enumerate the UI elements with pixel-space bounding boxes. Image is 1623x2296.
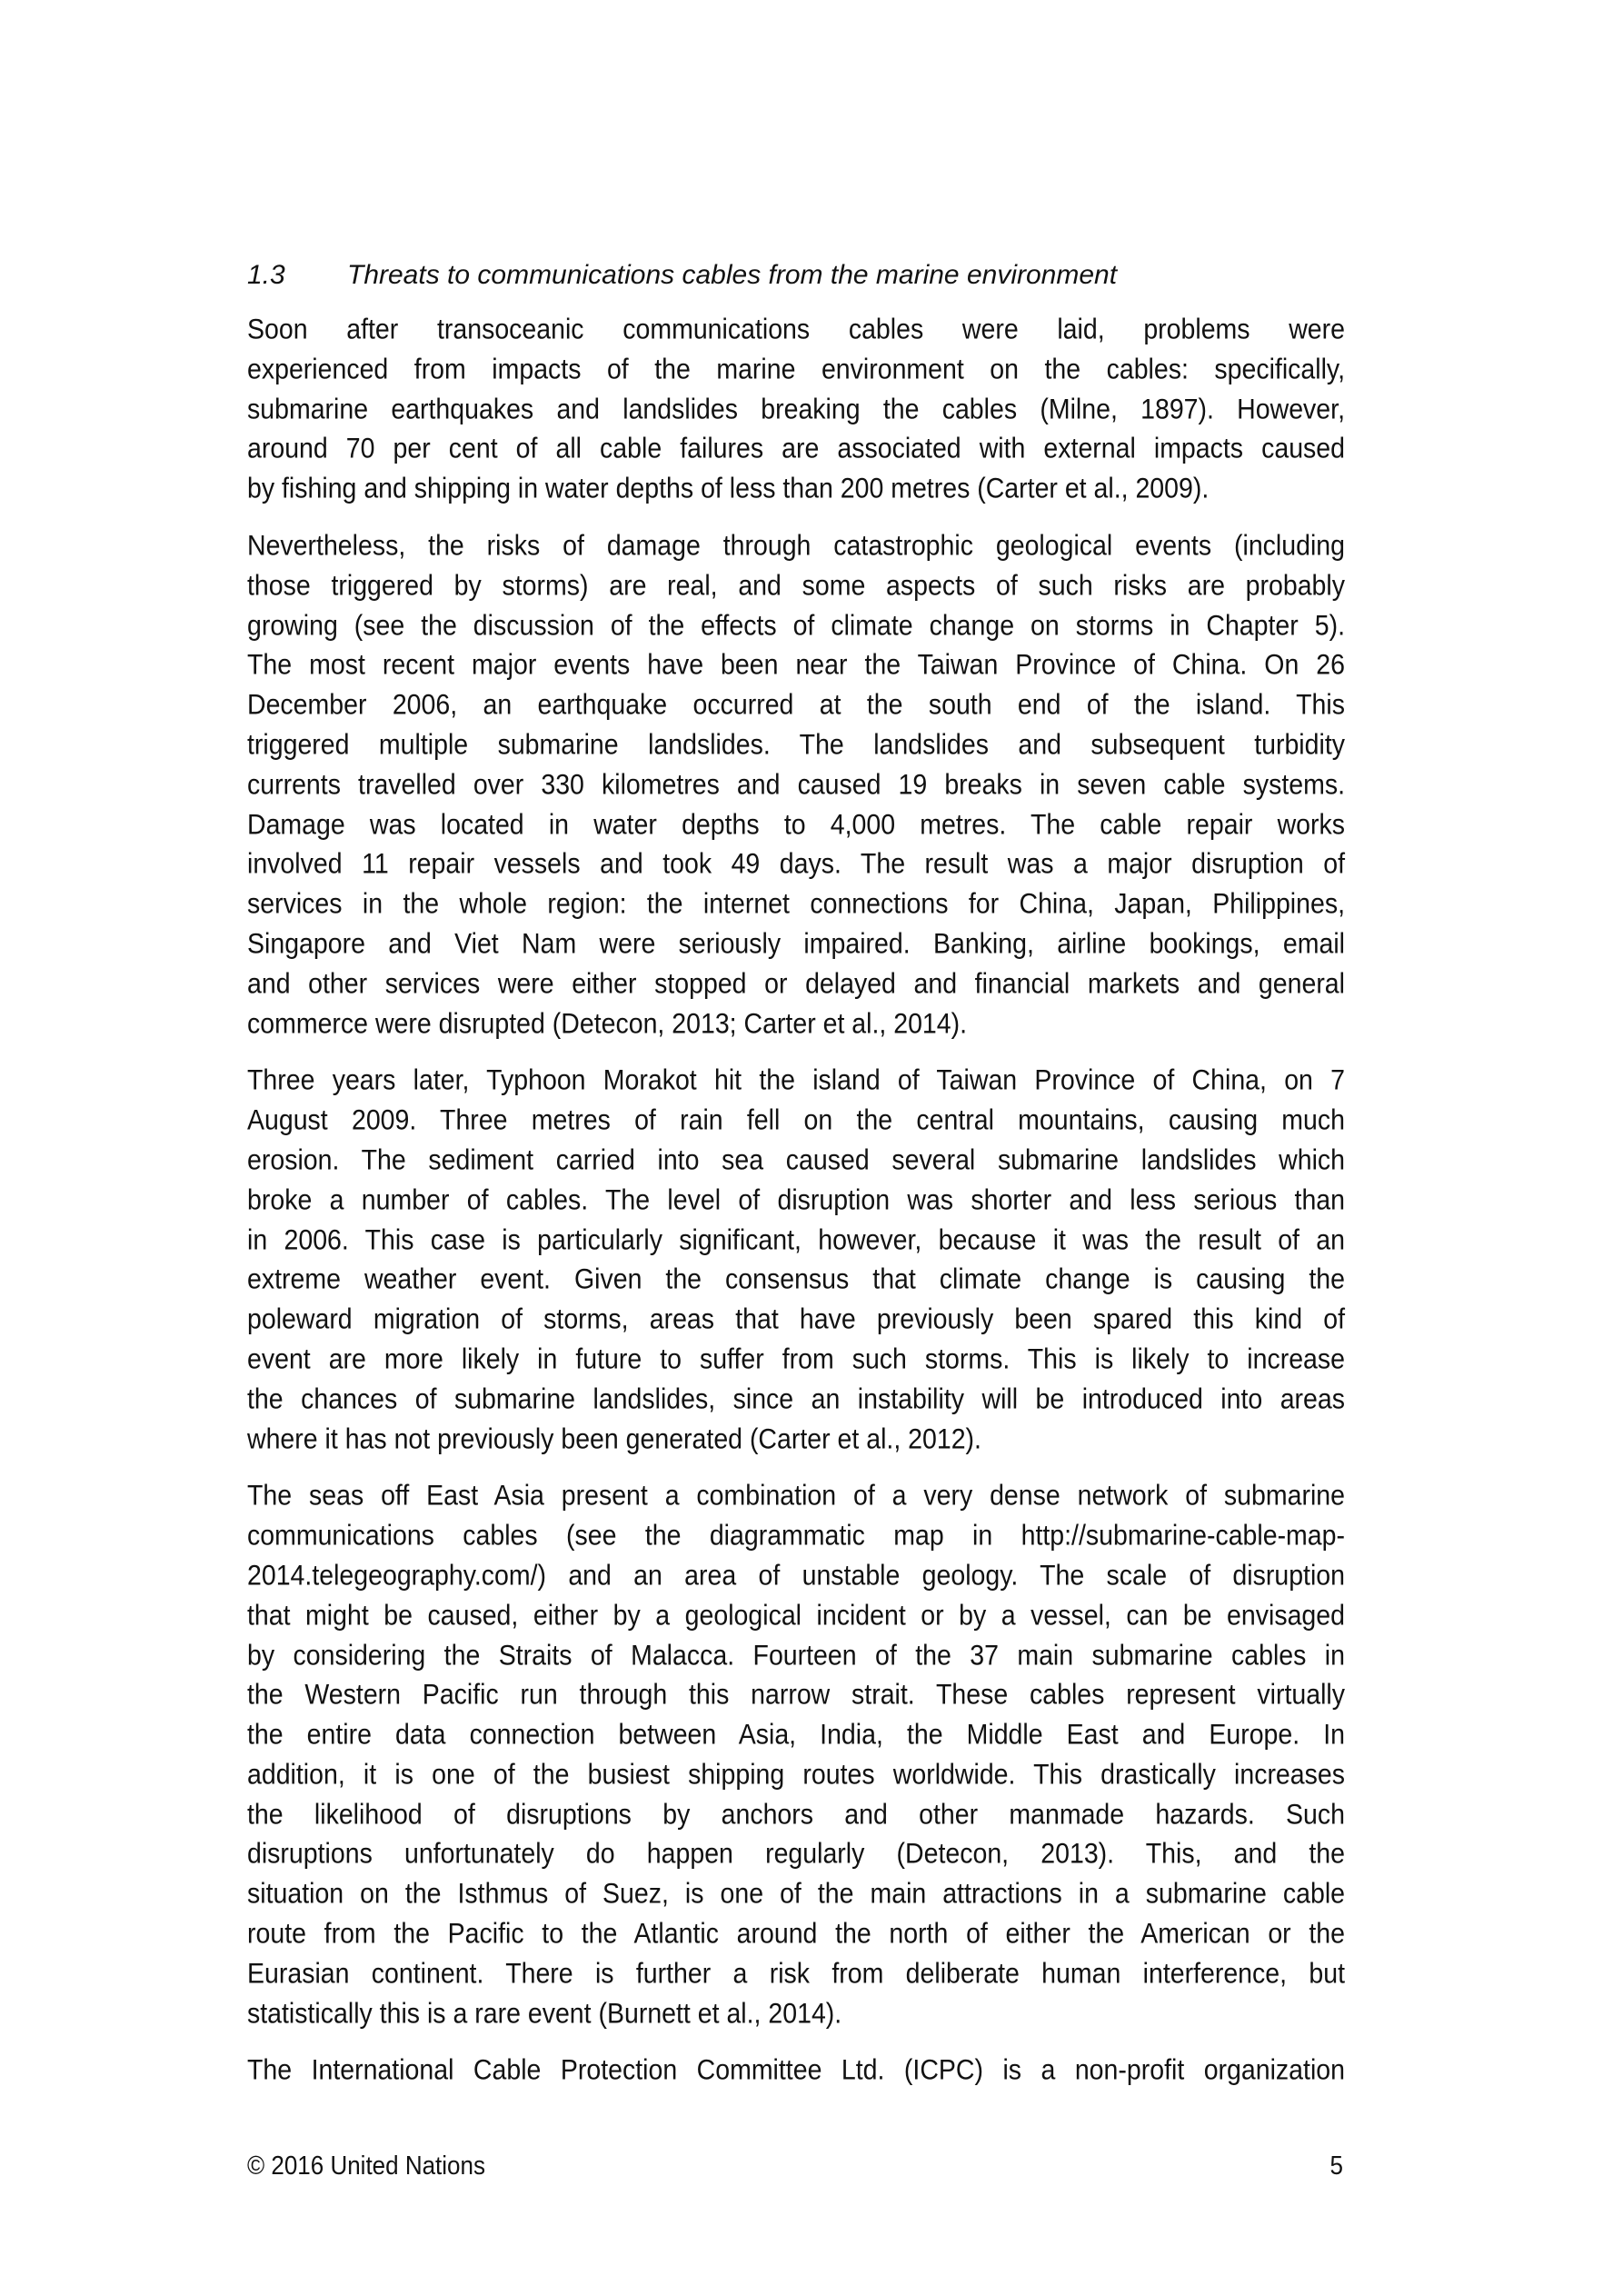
section-number: 1.3 bbox=[247, 260, 285, 290]
text-line: currents travelled over 330 kilometres and caused 19 breaks in seven cable systems. bbox=[247, 768, 1345, 802]
text-line: involved 11 repair vessels and took 49 days. The result was a major disruption of bbox=[247, 847, 1345, 881]
text-line: Damage was located in water depths to 4,000 metres. The cable repair works bbox=[247, 808, 1345, 841]
text-line: the Western Pacific run through this narrow strait. These cables represent virtually bbox=[247, 1678, 1345, 1712]
text-line: erosion. The sediment carried into sea caused several submarine landslides which bbox=[247, 1143, 1345, 1177]
paragraph-3 bbox=[247, 1062, 1345, 1460]
text-line: the chances of submarine landslides, since an instability will be introduced into areas bbox=[247, 1383, 1345, 1416]
text-line: and other services were either stopped or delayed and financial markets and general bbox=[247, 967, 1345, 1001]
text-line: the likelihood of disruptions by anchors and other manmade hazards. Such bbox=[247, 1798, 1345, 1831]
text-line: the entire data connection between Asia, India, the Middle East and Europe. In bbox=[247, 1718, 1345, 1752]
text-line: that might be caused, either by a geological incident or by a vessel, can be envisaged bbox=[247, 1599, 1345, 1632]
text-line: event are more likely in future to suffer from such storms. This is likely to increase bbox=[247, 1343, 1345, 1376]
text-line: submarine earthquakes and landslides breaking the cables (Milne, 1897). However, bbox=[247, 393, 1345, 425]
paragraph-2 bbox=[247, 527, 1345, 1044]
text-line: by fishing and shipping in water depths of less than 200 metres (Carter et al., 2009). bbox=[247, 472, 1210, 505]
text-line: December 2006, an earthquake occurred at the south end of the island. This bbox=[247, 688, 1345, 722]
text-line: The seas off East Asia present a combination of a very dense network of submarine bbox=[247, 1479, 1345, 1512]
text-line: communications cables (see the diagrammatic map in http://submarine-cable-map- bbox=[247, 1519, 1345, 1552]
text-line: 2014.telegeography.com/) and an area of unstable geology. The scale of disruption bbox=[247, 1559, 1345, 1592]
text-line: commerce were disrupted (Detecon, 2013; Carter et al., 2014). bbox=[247, 1006, 968, 1040]
page-number: 5 bbox=[1329, 2150, 1343, 2181]
paragraph-5 bbox=[247, 2051, 1345, 2091]
text-line: in 2006. This case is particularly significant, however, because it was the result of an bbox=[247, 1223, 1345, 1256]
text-line: Eurasian continent. There is further a risk from deliberate human interference, but bbox=[247, 1957, 1345, 1991]
text-line: poleward migration of storms, areas that have previously been spared this kind of bbox=[247, 1303, 1345, 1336]
text-line: Singapore and Viet Nam were seriously impaired. Banking, airline bookings, email bbox=[247, 927, 1345, 961]
text-line: extreme weather event. Given the consensus that climate change is causing the bbox=[247, 1263, 1345, 1296]
text-line: broke a number of cables. The level of disruption was shorter and less serious than bbox=[247, 1183, 1345, 1217]
text-line: statistically this is a rare event (Burnett et al., 2014). bbox=[247, 1997, 842, 2030]
text-line: The most recent major events have been near the Taiwan Province of China. On 26 bbox=[247, 648, 1345, 682]
section-title: Threats to communications cables from the marine environment bbox=[347, 260, 1118, 290]
text-line: addition, it is one of the busiest shipping routes worldwide. This drastically increases bbox=[247, 1758, 1345, 1792]
paragraph-1 bbox=[247, 311, 1345, 510]
text-line: services in the whole region: the internet connections for China, Japan, Philippines, bbox=[247, 887, 1345, 921]
text-line: where it has not previously been generated (Carter et al., 2012). bbox=[247, 1422, 981, 1455]
section-heading bbox=[247, 257, 1117, 294]
text-line: triggered multiple submarine landslides. The landslides and subsequent turbidity bbox=[247, 728, 1345, 762]
copyright-notice: © 2016 United Nations bbox=[247, 2150, 485, 2181]
text-line: situation on the Isthmus of Suez, is one of the main attractions in a submarine cable bbox=[247, 1877, 1345, 1911]
text-line: growing (see the discussion of the effects of climate change on storms in Chapter 5). bbox=[247, 609, 1345, 642]
paragraph-4 bbox=[247, 1477, 1345, 2034]
text-line: route from the Pacific to the Atlantic around the north of either the American or the bbox=[247, 1917, 1345, 1951]
text-line: Nevertheless, the risks of damage through catastrophic geological events (including bbox=[247, 529, 1345, 563]
text-line: Three years later, Typhoon Morakot hit the island of Taiwan Province of China, on 7 bbox=[247, 1063, 1345, 1097]
text-line: experienced from impacts of the marine environment on the cables: specifically, bbox=[247, 353, 1345, 386]
text-line: around 70 per cent of all cable failures are associated with external impacts caused bbox=[247, 432, 1345, 465]
body-text bbox=[247, 311, 1345, 2109]
text-line: those triggered by storms) are real, and some aspects of such risks are probably bbox=[247, 569, 1345, 603]
text-line: The International Cable Protection Committee Ltd. (ICPC) is a non-profit organization bbox=[247, 2053, 1345, 2087]
text-line: Soon after transoceanic communications cables were laid, problems were bbox=[247, 313, 1345, 346]
text-line: August 2009. Three metres of rain fell on the central mountains, causing much bbox=[247, 1103, 1345, 1137]
page-footer bbox=[247, 2145, 1345, 2185]
text-line: disruptions unfortunately do happen regularly (Detecon, 2013). This, and the bbox=[247, 1837, 1345, 1871]
text-line: by considering the Straits of Malacca. Fourteen of the 37 main submarine cables in bbox=[247, 1638, 1345, 1672]
